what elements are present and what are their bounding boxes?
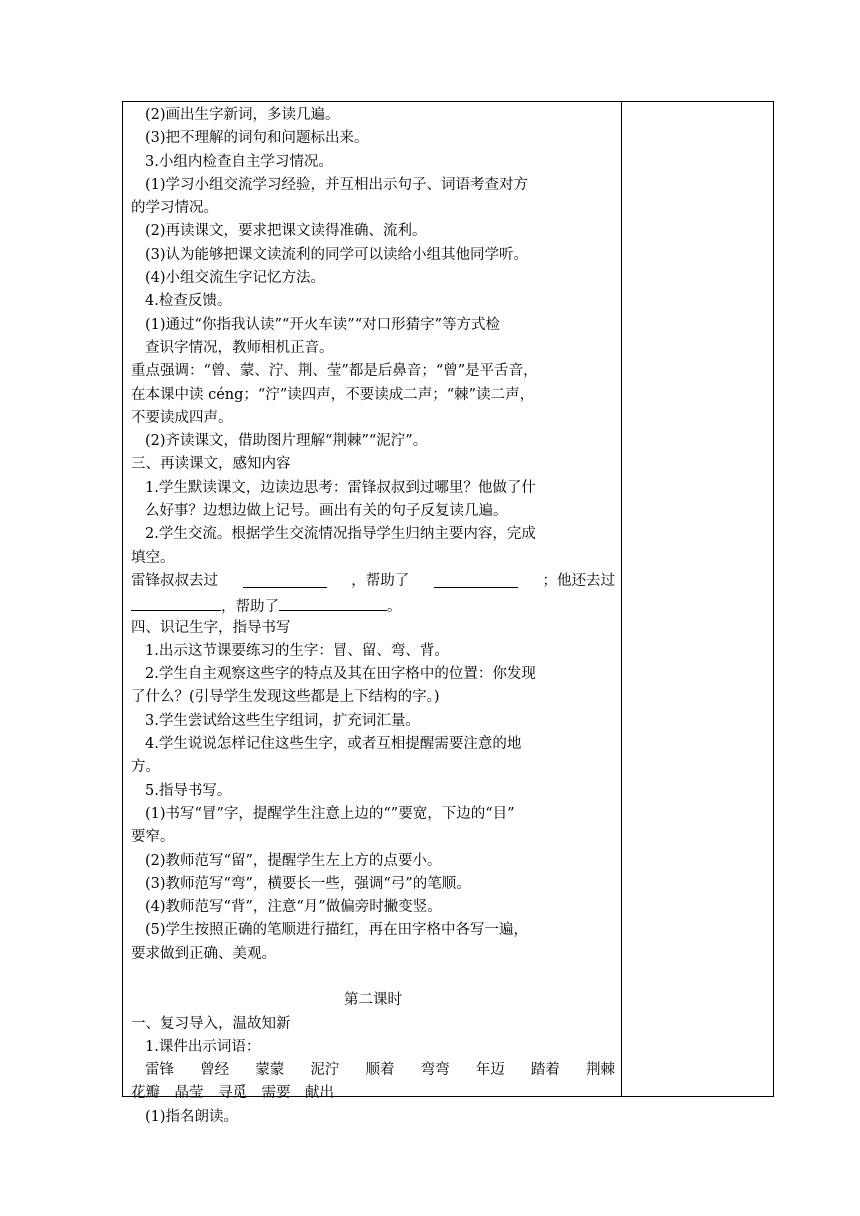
text-line: 1.出示这节课要练习的生字：冒、留、弯、背。 [145, 642, 449, 659]
lesson-content [131, 104, 615, 1129]
text-line: 不要读成四声。 [131, 409, 233, 426]
fill-blank [131, 593, 221, 611]
text-line: 2.学生自主观察这些字的特点及其在田字格中的位置：你发现 [145, 666, 536, 683]
text-line: 重点强调：“曾、蒙、泞、荆、莹”都是后鼻音；“曾”是平舌音， [131, 363, 538, 380]
text-line: 4.学生说说怎样记住这些生字，或者互相提醒需要注意的地 [145, 736, 522, 753]
fill-blank [434, 570, 518, 588]
text-line: (4)小组交流生字记忆方法。 [145, 270, 326, 287]
fill-text: 。 [387, 599, 402, 616]
fill-in-line-2 [131, 593, 615, 616]
text-line: (2)再读课文，要求把课文读得准确、流利。 [145, 223, 427, 240]
word: 顺着 [365, 1062, 395, 1079]
text-line: 要求做到正确、美观。 [131, 945, 276, 962]
text-line: 3.小组内检查自主学习情况。 [145, 153, 333, 170]
section-heading: 四、识记生字，指导书写 [131, 619, 291, 636]
text-line: 1.课件出示词语： [145, 1038, 261, 1055]
text-line: (2)教师范写“留”，提醒学生左上方的点要小。 [145, 852, 442, 869]
text-line: 3.学生尝试给这些生字组词，扩充词汇量。 [145, 712, 420, 729]
text-line: (3)认为能够把课文读流利的同学可以读给小组其他同学听。 [145, 246, 529, 263]
text-line: (1)指名朗读。 [145, 1108, 239, 1125]
word: 曾经 [200, 1062, 230, 1079]
word: 弯弯 [420, 1062, 450, 1079]
text-line: (2)画出生字新词，多读几遍。 [145, 107, 340, 123]
column-divider [621, 102, 622, 1096]
section-heading: 一、复习导入，温故知新 [131, 1015, 291, 1032]
word-list-row: 花瓣 晶莹 寻觅 需要 献出 [131, 1085, 334, 1102]
text-line: 1.学生默读课文，边读边思考：雷锋叔叔到过哪里？他做了什 [145, 479, 536, 496]
text-line: 方。 [131, 759, 160, 776]
lesson-plan-table [122, 101, 774, 1125]
text-line: (1)学习小组交流学习经验，并互相出示句子、词语考查对方 [145, 176, 529, 193]
fill-text: ，帮助了 [221, 599, 279, 616]
text-line: 了什么？(引导学生发现这些都是上下结构的字。) [131, 689, 440, 706]
text-line: (5)学生按照正确的笔顺进行描红，再在田字格中各写一遍， [145, 922, 529, 939]
text-line: (1)书写“冒”字，提醒学生注意上边的“”要宽，下边的“目” [145, 805, 515, 822]
text-line: (3)教师范写“弯”，横要长一些，强调“弓”的笔顺。 [145, 875, 471, 892]
text-line: 5.指导书写。 [145, 782, 232, 799]
text-line: 要窄。 [131, 829, 175, 846]
fill-in-line-1 [131, 570, 615, 593]
section-title: 第二课时 [344, 992, 402, 1009]
text-line: 填空。 [131, 549, 175, 566]
text-line: 在本课中读 céng；“泞”读四声，不要读成二声；“棘”读二声， [131, 386, 535, 403]
text-line: (4)教师范写“背”，注意“月”做偏旁时撇变竖。 [145, 899, 442, 916]
word: 泥泞 [310, 1062, 340, 1079]
text-line: (1)通过“你指我认读”“开火车读”“对口形猜字”等方式检 [145, 316, 501, 333]
fill-text: ；他还去过 [542, 572, 615, 589]
blank-line [131, 966, 615, 989]
text-line: 查识字情况，教师相机正音。 [145, 339, 334, 356]
text-line: 的学习情况。 [131, 200, 218, 217]
fill-text: 雷锋叔叔去过 [131, 572, 218, 589]
fill-text: ，帮助了 [351, 572, 410, 589]
word: 荆棘 [586, 1062, 615, 1079]
fill-blank [243, 570, 327, 588]
word: 踏着 [530, 1062, 560, 1079]
word: 雷锋 [145, 1062, 174, 1079]
fill-blank [279, 593, 387, 611]
text-line: 么好事？边想边做上记号。画出有关的句子反复读几遍。 [145, 503, 508, 520]
word: 蒙蒙 [255, 1062, 285, 1079]
text-line: 2.学生交流。根据学生交流情况指导学生归纳主要内容，完成 [145, 526, 536, 543]
word-list-row [131, 1059, 615, 1082]
text-line: 4.检查反馈。 [145, 293, 232, 310]
word: 年迈 [475, 1062, 505, 1079]
section-heading: 三、再读课文，感知内容 [131, 456, 291, 473]
text-line: (2)齐读课文，借助图片理解“荆棘”“泥泞”。 [145, 433, 428, 450]
text-line: (3)把不理解的词句和问题标出来。 [145, 130, 369, 147]
